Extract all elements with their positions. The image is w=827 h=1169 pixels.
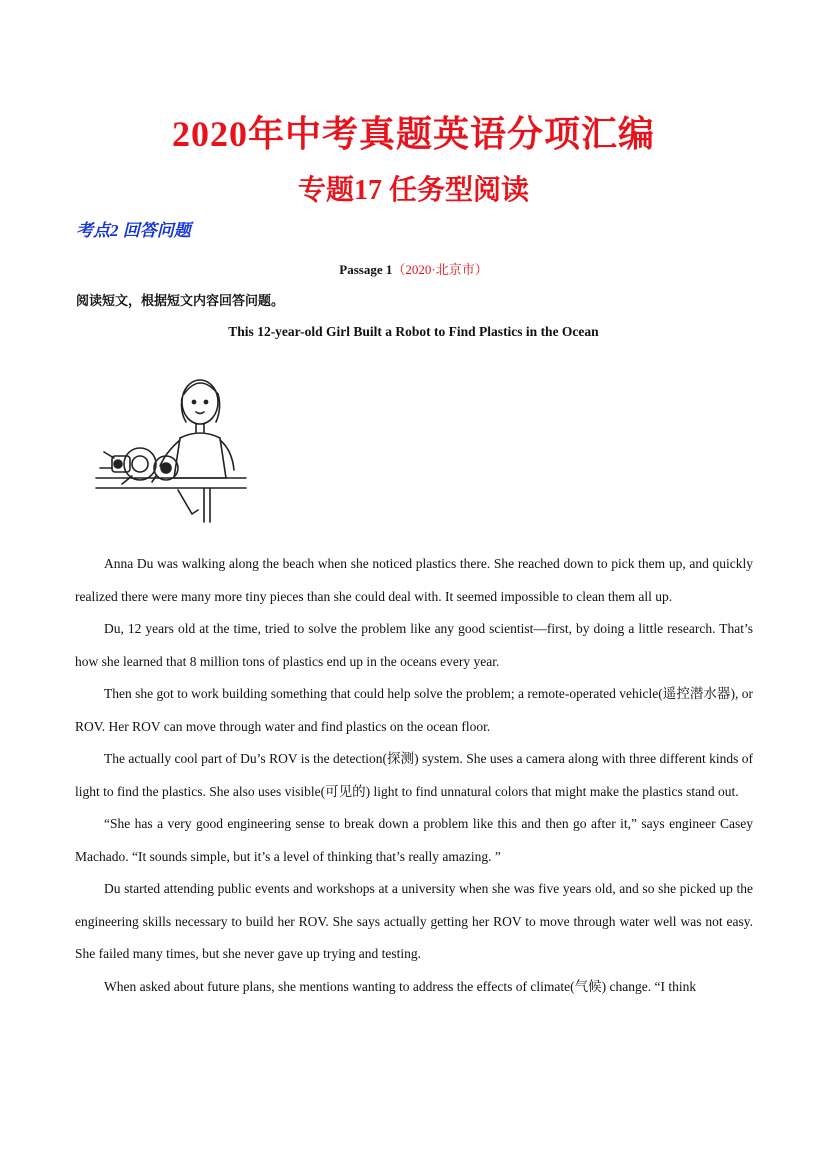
passage-source: （2020·北京市） bbox=[392, 262, 488, 277]
paragraph: Anna Du was walking along the beach when she noticed plastics there. She reached down to pick them up, and quickly realized there were many more tiny pieces than she could deal with. It seemed impossible to clean them all up. bbox=[75, 556, 753, 604]
article-title: This 12-year-old Girl Built a Robot to Find Plastics in the Ocean bbox=[228, 324, 599, 339]
article-body bbox=[75, 548, 753, 1003]
paragraph: The actually cool part of Du’s ROV is the detection(探测) system. She uses a camera along with three different kinds of light to find the plastics. She also uses visible(可见的) light to find unnatural colors that might make the plastics stand out. bbox=[75, 751, 753, 799]
paragraph: When asked about future plans, she mentions wanting to address the effects of climate(气候) change. “I think bbox=[104, 978, 697, 994]
paragraph: Du started attending public events and workshops at a university when she was five years old, and so she picked up the engineering skills necessary to build her ROV. She says actually getting her ROV to move through water well was not easy. She failed many times, but she never gave up trying and testing. bbox=[75, 881, 753, 961]
section-heading: 考点2 回答问题 bbox=[76, 221, 191, 240]
paragraph: “She has a very good engineering sense to break down a problem like this and then go after it,” says engineer Casey Machado. “It sounds simple, but it’s a level of thinking that’s really amazing. ” bbox=[75, 816, 753, 864]
document-title: 2020年中考真题英语分项汇编 bbox=[171, 114, 655, 154]
document-subtitle: 专题17 任务型阅读 bbox=[297, 175, 529, 206]
paragraph: Du, 12 years old at the time, tried to solve the problem like any good scientist—first, by doing a little research. That’s how she learned that 8 million tons of plastics end up in the oceans every year. bbox=[75, 621, 753, 669]
reading-instruction: 阅读短文，根据短文内容回答问题。 bbox=[76, 293, 285, 308]
passage-label-line bbox=[0, 259, 827, 278]
girl-with-robot-illustration bbox=[92, 372, 252, 532]
paragraph: Then she got to work building something that could help solve the problem; a remote-operated vehicle(遥控潜水器), or ROV. Her ROV can move through water and find plastics on the ocean floor. bbox=[75, 686, 753, 734]
passage-label: Passage 1 bbox=[339, 262, 393, 277]
